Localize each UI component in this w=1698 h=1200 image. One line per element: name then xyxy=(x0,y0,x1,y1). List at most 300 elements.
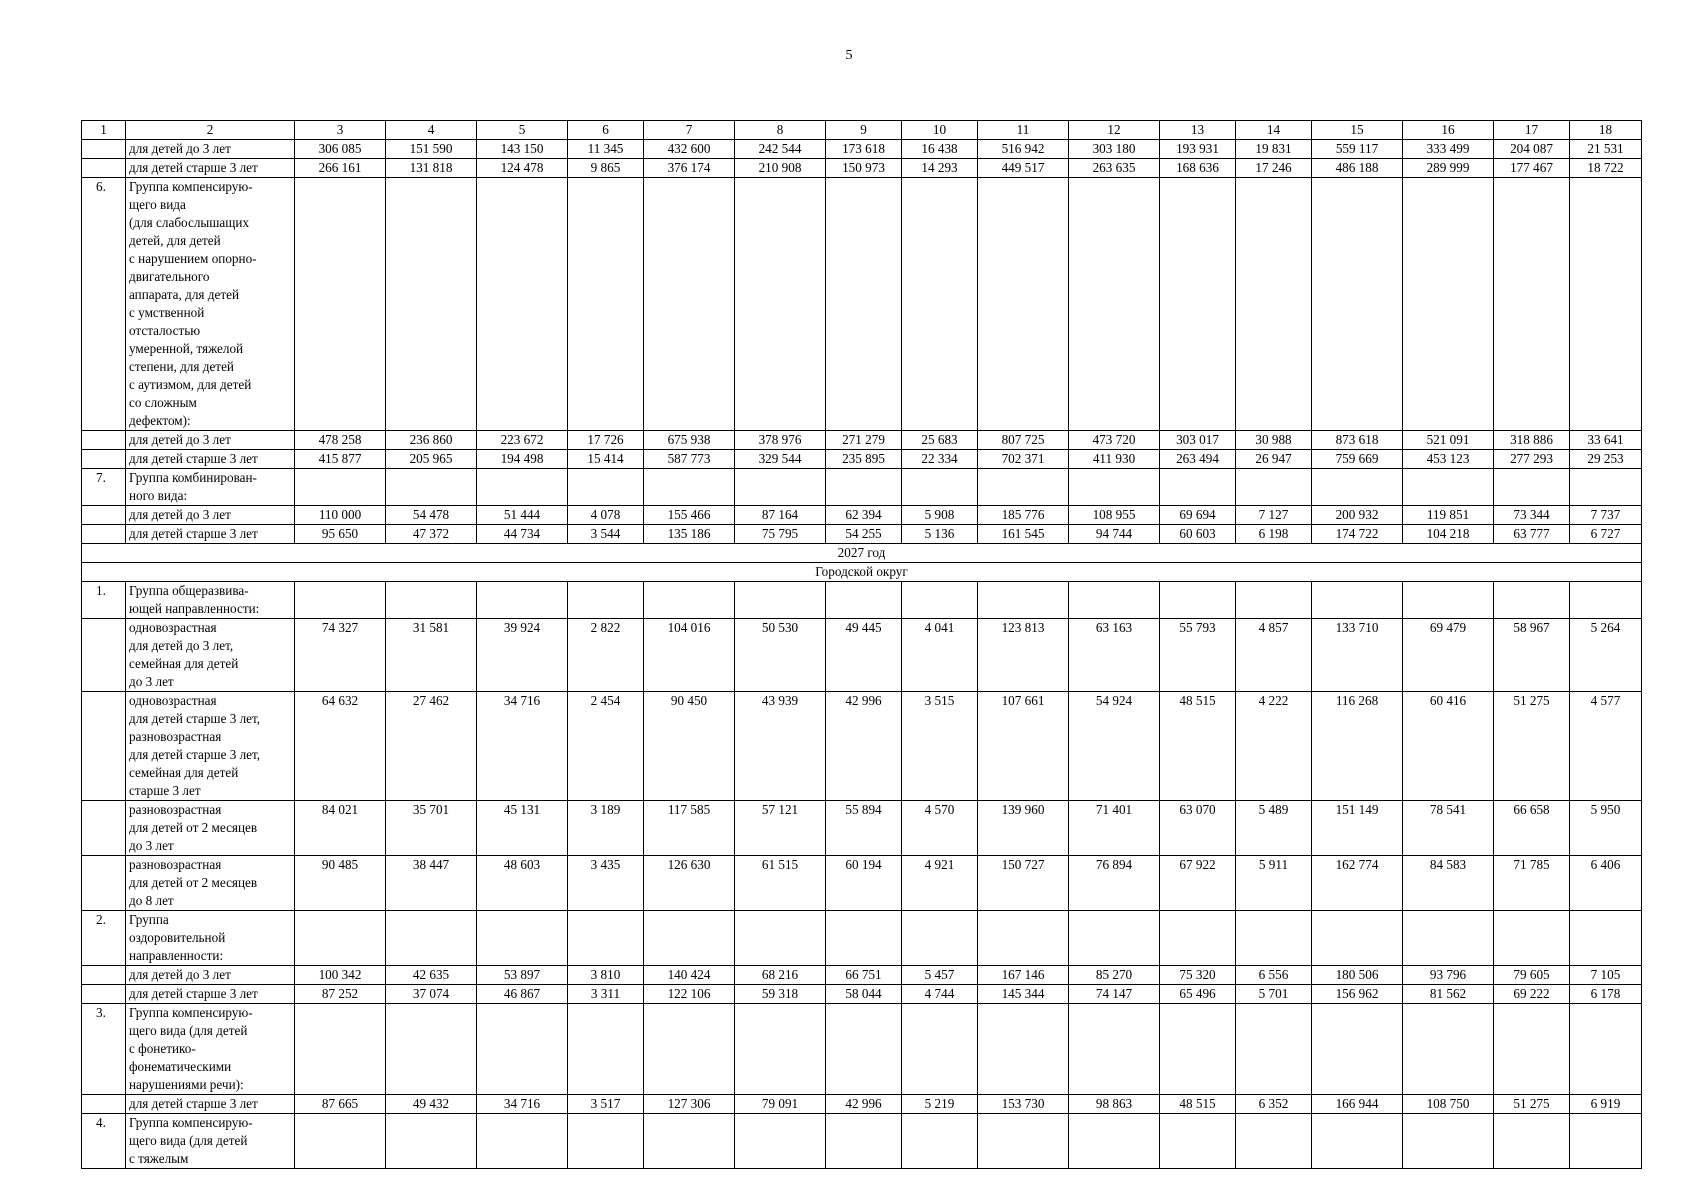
value-cell: 39 924 xyxy=(477,619,568,692)
column-number: 10 xyxy=(902,121,978,140)
value-cell: 242 544 xyxy=(735,140,826,159)
value-cell: 51 275 xyxy=(1494,1095,1570,1114)
column-number-row xyxy=(82,121,1642,140)
row-label: разновозрастная для детей от 2 месяцев до 8 лет xyxy=(126,856,295,911)
value-cell: 55 793 xyxy=(1160,619,1236,692)
value-cell: 48 603 xyxy=(477,856,568,911)
value-cell: 702 371 xyxy=(978,450,1069,469)
value-cell: 3 311 xyxy=(568,985,644,1004)
value-cell: 7 127 xyxy=(1236,506,1312,525)
value-cell: 7 737 xyxy=(1570,506,1642,525)
value-cell: 150 727 xyxy=(978,856,1069,911)
value-cell: 123 813 xyxy=(978,619,1069,692)
value-cell: 51 444 xyxy=(477,506,568,525)
row-label: для детей до 3 лет xyxy=(126,506,295,525)
column-number: 16 xyxy=(1403,121,1494,140)
value-cell: 236 860 xyxy=(386,431,477,450)
value-cell xyxy=(1494,178,1570,431)
section-header: Городской округ xyxy=(82,563,1642,582)
value-cell xyxy=(902,1114,978,1169)
value-cell: 62 394 xyxy=(826,506,902,525)
value-cell xyxy=(902,911,978,966)
value-cell xyxy=(978,1004,1069,1095)
row-label: Группа общеразвива- ющей направленности: xyxy=(126,582,295,619)
value-cell: 38 447 xyxy=(386,856,477,911)
value-cell: 193 931 xyxy=(1160,140,1236,159)
value-cell: 11 345 xyxy=(568,140,644,159)
value-cell: 161 545 xyxy=(978,525,1069,544)
value-cell: 4 577 xyxy=(1570,692,1642,801)
value-cell: 9 865 xyxy=(568,159,644,178)
value-cell: 68 216 xyxy=(735,966,826,985)
value-cell xyxy=(1160,178,1236,431)
value-cell: 42 996 xyxy=(826,1095,902,1114)
value-cell: 84 583 xyxy=(1403,856,1494,911)
value-cell: 35 701 xyxy=(386,801,477,856)
value-cell: 5 911 xyxy=(1236,856,1312,911)
value-cell: 37 074 xyxy=(386,985,477,1004)
row-label: разновозрастная для детей от 2 месяцев до 3 лет xyxy=(126,801,295,856)
value-cell xyxy=(1069,582,1160,619)
value-cell: 210 908 xyxy=(735,159,826,178)
value-cell xyxy=(644,469,735,506)
value-cell: 153 730 xyxy=(978,1095,1069,1114)
value-cell xyxy=(386,911,477,966)
value-cell: 17 726 xyxy=(568,431,644,450)
value-cell: 100 342 xyxy=(295,966,386,985)
value-cell: 30 988 xyxy=(1236,431,1312,450)
value-cell: 107 661 xyxy=(978,692,1069,801)
table-row xyxy=(82,506,1642,525)
value-cell: 7 105 xyxy=(1570,966,1642,985)
row-number xyxy=(82,619,126,692)
value-cell: 177 467 xyxy=(1494,159,1570,178)
value-cell: 33 641 xyxy=(1570,431,1642,450)
value-cell: 143 150 xyxy=(477,140,568,159)
value-cell xyxy=(568,178,644,431)
table-row xyxy=(82,692,1642,801)
value-cell xyxy=(826,178,902,431)
value-cell: 26 947 xyxy=(1236,450,1312,469)
value-cell: 95 650 xyxy=(295,525,386,544)
value-cell xyxy=(1312,911,1403,966)
value-cell: 15 414 xyxy=(568,450,644,469)
value-cell: 75 795 xyxy=(735,525,826,544)
value-cell: 87 252 xyxy=(295,985,386,1004)
value-cell: 559 117 xyxy=(1312,140,1403,159)
value-cell xyxy=(1312,1114,1403,1169)
table-row xyxy=(82,450,1642,469)
value-cell: 54 478 xyxy=(386,506,477,525)
value-cell: 151 590 xyxy=(386,140,477,159)
value-cell: 22 334 xyxy=(902,450,978,469)
value-cell xyxy=(902,178,978,431)
value-cell: 376 174 xyxy=(644,159,735,178)
value-cell xyxy=(735,582,826,619)
column-number: 11 xyxy=(978,121,1069,140)
value-cell xyxy=(295,582,386,619)
value-cell: 48 515 xyxy=(1160,692,1236,801)
value-cell xyxy=(1312,1004,1403,1095)
value-cell: 61 515 xyxy=(735,856,826,911)
value-cell: 266 161 xyxy=(295,159,386,178)
value-cell xyxy=(1236,1114,1312,1169)
row-number: 4. xyxy=(82,1114,126,1169)
value-cell: 6 406 xyxy=(1570,856,1642,911)
value-cell: 4 857 xyxy=(1236,619,1312,692)
value-cell xyxy=(1236,582,1312,619)
value-cell xyxy=(735,1004,826,1095)
value-cell xyxy=(568,1114,644,1169)
value-cell: 139 960 xyxy=(978,801,1069,856)
value-cell: 34 716 xyxy=(477,692,568,801)
row-number xyxy=(82,506,126,525)
value-cell: 74 327 xyxy=(295,619,386,692)
value-cell: 108 750 xyxy=(1403,1095,1494,1114)
value-cell xyxy=(644,1114,735,1169)
row-number xyxy=(82,801,126,856)
value-cell: 5 219 xyxy=(902,1095,978,1114)
value-cell: 60 416 xyxy=(1403,692,1494,801)
value-cell: 14 293 xyxy=(902,159,978,178)
table-row xyxy=(82,582,1642,619)
value-cell: 81 562 xyxy=(1403,985,1494,1004)
value-cell xyxy=(568,1004,644,1095)
table-row xyxy=(82,431,1642,450)
value-cell: 71 401 xyxy=(1069,801,1160,856)
table-row xyxy=(82,619,1642,692)
value-cell: 277 293 xyxy=(1494,450,1570,469)
value-cell: 53 897 xyxy=(477,966,568,985)
table-row xyxy=(82,1095,1642,1114)
value-cell xyxy=(1570,1114,1642,1169)
value-cell xyxy=(1160,1004,1236,1095)
value-cell: 263 635 xyxy=(1069,159,1160,178)
column-number: 1 xyxy=(82,121,126,140)
column-number: 2 xyxy=(126,121,295,140)
value-cell: 50 530 xyxy=(735,619,826,692)
value-cell: 48 515 xyxy=(1160,1095,1236,1114)
value-cell: 2 822 xyxy=(568,619,644,692)
value-cell: 17 246 xyxy=(1236,159,1312,178)
table-row xyxy=(82,1004,1642,1095)
value-cell: 116 268 xyxy=(1312,692,1403,801)
value-cell: 263 494 xyxy=(1160,450,1236,469)
table-row xyxy=(82,159,1642,178)
value-cell xyxy=(735,1114,826,1169)
value-cell: 333 499 xyxy=(1403,140,1494,159)
value-cell: 205 965 xyxy=(386,450,477,469)
row-number: 3. xyxy=(82,1004,126,1095)
page-number: 5 xyxy=(845,48,853,63)
value-cell: 16 438 xyxy=(902,140,978,159)
value-cell: 27 462 xyxy=(386,692,477,801)
value-cell xyxy=(1494,911,1570,966)
value-cell: 75 320 xyxy=(1160,966,1236,985)
value-cell: 46 867 xyxy=(477,985,568,1004)
value-cell xyxy=(1570,1004,1642,1095)
value-cell: 271 279 xyxy=(826,431,902,450)
value-cell: 87 164 xyxy=(735,506,826,525)
value-cell: 69 694 xyxy=(1160,506,1236,525)
value-cell xyxy=(1570,582,1642,619)
value-cell: 42 635 xyxy=(386,966,477,985)
value-cell: 6 352 xyxy=(1236,1095,1312,1114)
value-cell: 63 777 xyxy=(1494,525,1570,544)
value-cell: 432 600 xyxy=(644,140,735,159)
value-cell: 151 149 xyxy=(1312,801,1403,856)
row-number: 7. xyxy=(82,469,126,506)
value-cell: 69 222 xyxy=(1494,985,1570,1004)
table-row xyxy=(82,985,1642,1004)
value-cell: 223 672 xyxy=(477,431,568,450)
column-number: 17 xyxy=(1494,121,1570,140)
value-cell: 3 435 xyxy=(568,856,644,911)
row-label: для детей до 3 лет xyxy=(126,140,295,159)
value-cell xyxy=(1236,1004,1312,1095)
value-cell xyxy=(386,178,477,431)
value-cell xyxy=(477,1004,568,1095)
row-label: Группа компенсирую- щего вида (для слабослышащих детей, для детей с нарушением опорно- двигательного аппарата, для детей с умственной отсталостью умеренной, тяжелой степени, для детей с аутизмом, для детей со сложным дефектом): xyxy=(126,178,295,431)
row-label: Группа компенсирую- щего вида (для детей с тяжелым xyxy=(126,1114,295,1169)
value-cell: 122 106 xyxy=(644,985,735,1004)
row-label: для детей старше 3 лет xyxy=(126,450,295,469)
value-cell: 44 734 xyxy=(477,525,568,544)
value-cell: 42 996 xyxy=(826,692,902,801)
value-cell: 55 894 xyxy=(826,801,902,856)
value-cell xyxy=(1570,469,1642,506)
value-cell: 521 091 xyxy=(1403,431,1494,450)
value-cell xyxy=(1570,178,1642,431)
value-cell xyxy=(1236,469,1312,506)
column-number: 6 xyxy=(568,121,644,140)
value-cell xyxy=(1570,911,1642,966)
value-cell: 6 556 xyxy=(1236,966,1312,985)
row-label: для детей старше 3 лет xyxy=(126,525,295,544)
value-cell xyxy=(1312,469,1403,506)
value-cell: 5 908 xyxy=(902,506,978,525)
value-cell: 3 544 xyxy=(568,525,644,544)
value-cell: 168 636 xyxy=(1160,159,1236,178)
value-cell: 4 222 xyxy=(1236,692,1312,801)
value-cell: 4 041 xyxy=(902,619,978,692)
data-table xyxy=(81,120,1642,1169)
value-cell xyxy=(978,582,1069,619)
value-cell: 131 818 xyxy=(386,159,477,178)
table-row xyxy=(82,801,1642,856)
column-number: 7 xyxy=(644,121,735,140)
value-cell: 60 603 xyxy=(1160,525,1236,544)
value-cell: 60 194 xyxy=(826,856,902,911)
value-cell: 57 121 xyxy=(735,801,826,856)
value-cell xyxy=(1312,582,1403,619)
row-number xyxy=(82,856,126,911)
row-number: 6. xyxy=(82,178,126,431)
value-cell xyxy=(644,582,735,619)
value-cell: 6 727 xyxy=(1570,525,1642,544)
value-cell: 145 344 xyxy=(978,985,1069,1004)
row-label: Группа компенсирую- щего вида (для детей с фонетико- фонематическими нарушениями речи): xyxy=(126,1004,295,1095)
value-cell: 5 489 xyxy=(1236,801,1312,856)
value-cell xyxy=(568,911,644,966)
value-cell xyxy=(477,911,568,966)
value-cell: 318 886 xyxy=(1494,431,1570,450)
value-cell xyxy=(1494,1004,1570,1095)
value-cell xyxy=(826,469,902,506)
value-cell: 76 894 xyxy=(1069,856,1160,911)
value-cell xyxy=(1160,469,1236,506)
value-cell xyxy=(1403,582,1494,619)
value-cell: 117 585 xyxy=(644,801,735,856)
value-cell xyxy=(477,1114,568,1169)
value-cell: 104 218 xyxy=(1403,525,1494,544)
value-cell xyxy=(295,1004,386,1095)
value-cell xyxy=(1069,1114,1160,1169)
value-cell xyxy=(1069,911,1160,966)
value-cell: 5 136 xyxy=(902,525,978,544)
value-cell: 45 131 xyxy=(477,801,568,856)
value-cell: 64 632 xyxy=(295,692,386,801)
value-cell xyxy=(1160,582,1236,619)
table-row xyxy=(82,525,1642,544)
value-cell: 65 496 xyxy=(1160,985,1236,1004)
value-cell xyxy=(386,1004,477,1095)
value-cell: 93 796 xyxy=(1403,966,1494,985)
value-cell: 6 198 xyxy=(1236,525,1312,544)
value-cell: 289 999 xyxy=(1403,159,1494,178)
table-row xyxy=(82,469,1642,506)
value-cell xyxy=(978,469,1069,506)
value-cell xyxy=(735,911,826,966)
value-cell: 174 722 xyxy=(1312,525,1403,544)
value-cell: 71 785 xyxy=(1494,856,1570,911)
value-cell xyxy=(1403,469,1494,506)
value-cell xyxy=(1403,1004,1494,1095)
table-row xyxy=(82,1114,1642,1169)
value-cell xyxy=(1494,1114,1570,1169)
row-number xyxy=(82,140,126,159)
value-cell xyxy=(1236,911,1312,966)
value-cell xyxy=(826,1004,902,1095)
value-cell xyxy=(1494,582,1570,619)
value-cell: 140 424 xyxy=(644,966,735,985)
value-cell: 90 450 xyxy=(644,692,735,801)
value-cell: 58 044 xyxy=(826,985,902,1004)
value-cell: 84 021 xyxy=(295,801,386,856)
value-cell: 126 630 xyxy=(644,856,735,911)
value-cell: 21 531 xyxy=(1570,140,1642,159)
value-cell: 873 618 xyxy=(1312,431,1403,450)
value-cell: 79 605 xyxy=(1494,966,1570,985)
value-cell xyxy=(644,911,735,966)
value-cell: 29 253 xyxy=(1570,450,1642,469)
value-cell xyxy=(1069,1004,1160,1095)
column-number: 15 xyxy=(1312,121,1403,140)
value-cell: 49 445 xyxy=(826,619,902,692)
column-number: 14 xyxy=(1236,121,1312,140)
table-row xyxy=(82,966,1642,985)
value-cell: 25 683 xyxy=(902,431,978,450)
value-cell: 94 744 xyxy=(1069,525,1160,544)
column-number: 12 xyxy=(1069,121,1160,140)
value-cell xyxy=(477,582,568,619)
value-cell: 49 432 xyxy=(386,1095,477,1114)
row-label: для детей старше 3 лет xyxy=(126,985,295,1004)
value-cell: 127 306 xyxy=(644,1095,735,1114)
value-cell xyxy=(1403,1114,1494,1169)
value-cell: 5 950 xyxy=(1570,801,1642,856)
column-number: 9 xyxy=(826,121,902,140)
value-cell: 5 701 xyxy=(1236,985,1312,1004)
value-cell: 303 180 xyxy=(1069,140,1160,159)
row-label: для детей до 3 лет xyxy=(126,966,295,985)
value-cell: 4 744 xyxy=(902,985,978,1004)
value-cell: 200 932 xyxy=(1312,506,1403,525)
value-cell: 185 776 xyxy=(978,506,1069,525)
column-number: 13 xyxy=(1160,121,1236,140)
value-cell: 4 078 xyxy=(568,506,644,525)
value-cell: 675 938 xyxy=(644,431,735,450)
value-cell: 58 967 xyxy=(1494,619,1570,692)
value-cell: 90 485 xyxy=(295,856,386,911)
table-row xyxy=(82,178,1642,431)
value-cell: 5 264 xyxy=(1570,619,1642,692)
value-cell xyxy=(295,178,386,431)
column-number: 3 xyxy=(295,121,386,140)
column-number: 5 xyxy=(477,121,568,140)
value-cell xyxy=(1160,911,1236,966)
row-label: Группа комбинирован- ного вида: xyxy=(126,469,295,506)
value-cell xyxy=(295,469,386,506)
value-cell: 19 831 xyxy=(1236,140,1312,159)
value-cell: 98 863 xyxy=(1069,1095,1160,1114)
value-cell: 63 070 xyxy=(1160,801,1236,856)
value-cell xyxy=(1069,178,1160,431)
value-cell: 67 922 xyxy=(1160,856,1236,911)
table-row xyxy=(82,856,1642,911)
value-cell: 6 919 xyxy=(1570,1095,1642,1114)
row-number xyxy=(82,159,126,178)
value-cell: 47 372 xyxy=(386,525,477,544)
value-cell xyxy=(295,1114,386,1169)
value-cell: 478 258 xyxy=(295,431,386,450)
value-cell xyxy=(902,1004,978,1095)
value-cell xyxy=(735,469,826,506)
value-cell: 2 454 xyxy=(568,692,644,801)
value-cell: 31 581 xyxy=(386,619,477,692)
row-label: для детей до 3 лет xyxy=(126,431,295,450)
value-cell: 79 091 xyxy=(735,1095,826,1114)
value-cell xyxy=(295,911,386,966)
table-row xyxy=(82,911,1642,966)
value-cell: 378 976 xyxy=(735,431,826,450)
value-cell: 69 479 xyxy=(1403,619,1494,692)
value-cell xyxy=(826,1114,902,1169)
value-cell: 59 318 xyxy=(735,985,826,1004)
value-cell: 204 087 xyxy=(1494,140,1570,159)
value-cell: 51 275 xyxy=(1494,692,1570,801)
value-cell: 166 944 xyxy=(1312,1095,1403,1114)
value-cell xyxy=(826,911,902,966)
value-cell xyxy=(735,178,826,431)
value-cell xyxy=(902,469,978,506)
value-cell: 108 955 xyxy=(1069,506,1160,525)
value-cell: 516 942 xyxy=(978,140,1069,159)
value-cell xyxy=(1312,178,1403,431)
value-cell: 3 515 xyxy=(902,692,978,801)
value-cell: 449 517 xyxy=(978,159,1069,178)
value-cell xyxy=(1236,178,1312,431)
